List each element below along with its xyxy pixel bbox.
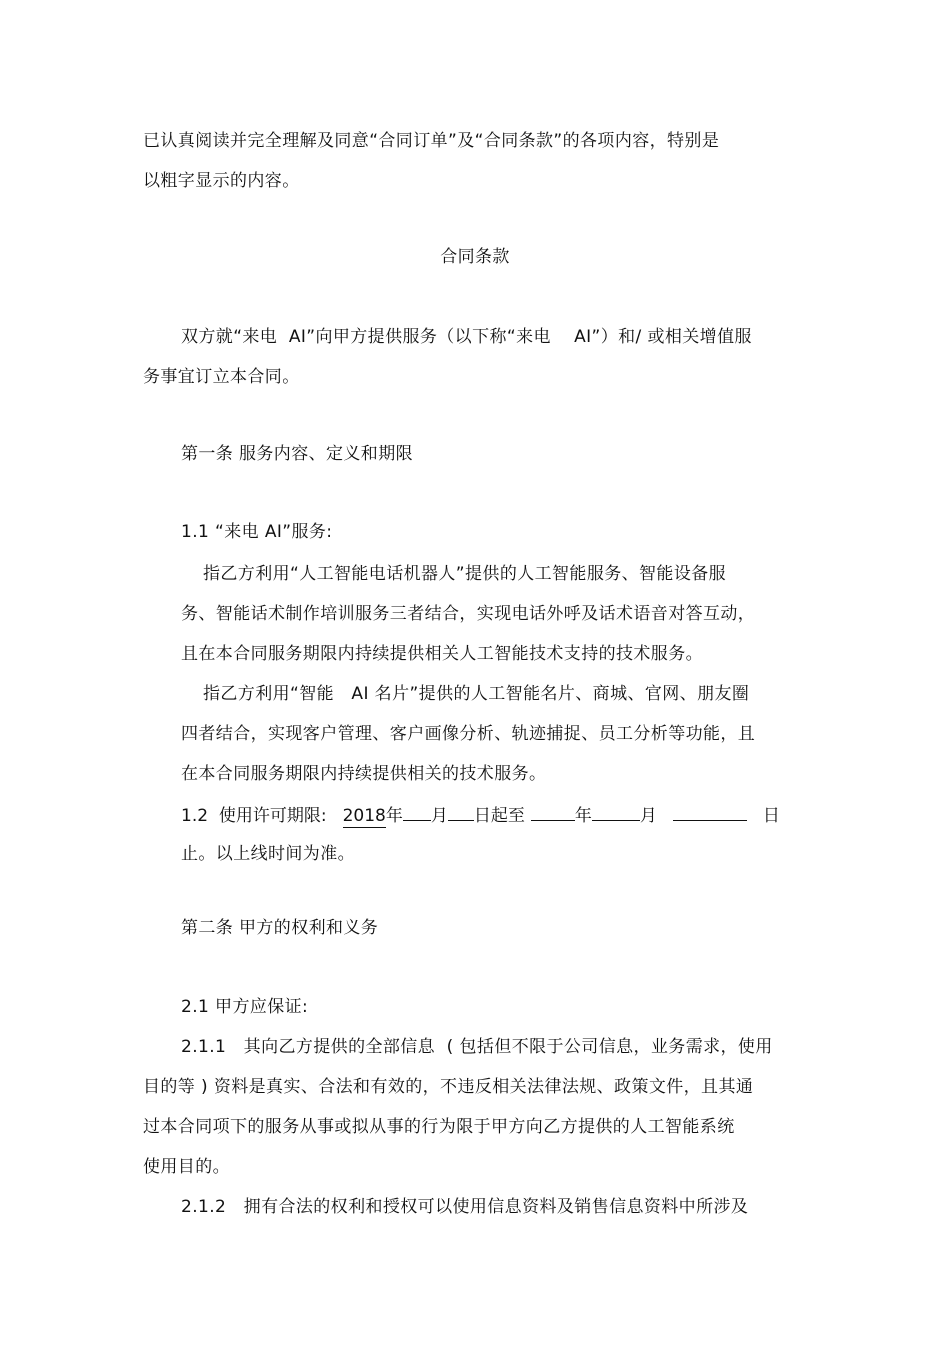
article-2-heading: 第二条 甲方的权利和义务 [181, 918, 379, 938]
month-label: 月 [430, 806, 448, 826]
paragraph-2-line-3: 在本合同服务期限内持续提供相关的技术服务。 [181, 764, 547, 784]
preamble-line-1: 已认真阅读并完全理解及同意“合同订单”及“合同条款”的各项内容，特别是 [143, 131, 720, 151]
section-2-1-1-line-4: 使用目的。 [143, 1157, 230, 1177]
paragraph-2-line-1: 指乙方利用“智能 AI 名片”提供的人工智能名片、商城、官网、朋友圈 [203, 684, 750, 704]
intro-line-1: 双方就“来电 AI”向甲方提供服务（以下称“来电 AI”）和/ 或相关增值服 [181, 327, 752, 347]
section-1-1-title: 1.1 “来电 AI”服务: [181, 522, 333, 542]
section-2-1-1-line-2: 目的等 ) 资料是真实、合法和有效的，不违反相关法律法规、政策文件，且其通 [143, 1077, 754, 1097]
intro-line-2: 务事宜订立本合同。 [143, 367, 300, 387]
license-period-row [181, 802, 806, 828]
paragraph-1-line-3: 且在本合同服务期限内持续提供相关人工智能技术支持的技术服务。 [181, 644, 703, 664]
section-2-1-1-line-3: 过本合同项下的服务从事或拟从事的行为限于甲方向乙方提供的人工智能系统 [143, 1117, 735, 1137]
preamble-line-2: 以粗字显示的内容。 [143, 171, 300, 191]
section-2-1-2-line-1: 2.1.2 拥有合法的权利和授权可以使用信息资料及销售信息资料中所涉及 [181, 1197, 749, 1217]
section-2-1-1-line-1: 2.1.1 其向乙方提供的全部信息 ( 包括但不限于公司信息，业务需求，使用 [181, 1037, 773, 1057]
year-label: 年 [385, 806, 403, 826]
end-day-blank[interactable] [673, 802, 747, 821]
license-period-line-2: 止。以上线时间为准。 [181, 844, 355, 864]
license-period-label: 1.2 使用许可期限: [181, 806, 327, 826]
article-1-heading: 第一条 服务内容、定义和期限 [181, 444, 414, 464]
end-year-blank[interactable] [531, 802, 575, 821]
start-month-blank[interactable] [403, 802, 431, 821]
start-day-blank[interactable] [448, 802, 474, 821]
page-title: 合同条款 [440, 247, 510, 267]
paragraph-1-line-1: 指乙方利用“人工智能电话机器人”提供的人工智能服务、智能设备服 [203, 564, 727, 584]
end-day-label: 日 [762, 806, 780, 826]
paragraph-2-line-2: 四者结合，实现客户管理、客户画像分析、轨迹捕捉、员工分析等功能，且 [181, 724, 756, 744]
from-label: 日起至 [473, 806, 525, 826]
end-month-blank[interactable] [592, 802, 640, 821]
start-year-value: 2018 [342, 806, 386, 826]
end-year-label: 年 [574, 806, 592, 826]
paragraph-1-line-2: 务、智能话术制作培训服务三者结合，实现电话外呼及话术语音对答互动， [181, 604, 756, 624]
section-2-1-title: 2.1 甲方应保证: [181, 997, 309, 1017]
end-month-label: 月 [639, 806, 657, 826]
